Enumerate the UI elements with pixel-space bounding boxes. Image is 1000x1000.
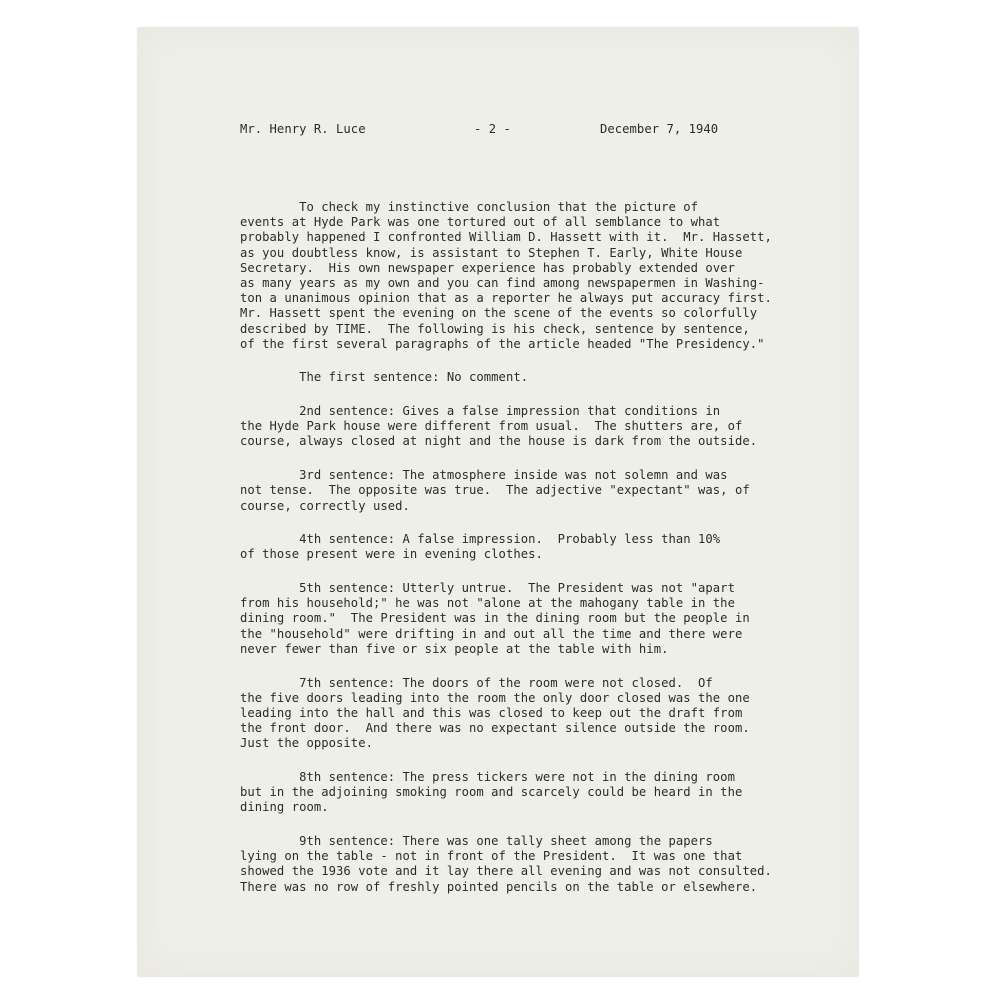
addressee: Mr. Henry R. Luce: [240, 122, 366, 136]
text-line: events at Hyde Park was one tortured out of all semblance to what: [240, 215, 721, 230]
text-line: course, correctly used.: [240, 498, 410, 513]
text-line: the five doors leading into the room the only door closed was the one: [240, 690, 750, 705]
text-line: probably happened I confronted William D. Hassett with it. Mr. Hassett,: [240, 230, 772, 245]
text-line: as you doubtless know, is assistant to Stephen T. Early, White House: [240, 245, 743, 260]
text-line: as many years as my own and you can find among newspapermen in Washing-: [240, 275, 765, 290]
text-line: described by TIME. The following is his check, sentence by sentence,: [240, 321, 750, 336]
text-line: To check my instinctive conclusion that the picture of: [240, 200, 699, 214]
text-line: Secretary. His own newspaper experience has probably extended over: [240, 260, 735, 275]
text-line: the Hyde Park house were different from usual. The shutters are, of: [240, 419, 743, 434]
text-line: Just the opposite.: [240, 736, 373, 751]
text-line: of the first several paragraphs of the article headed "The Presidency.": [240, 336, 765, 351]
text-line: never fewer than five or six people at the table with him.: [240, 641, 669, 656]
text-line: lying on the table - not in front of the President. It was one that: [240, 849, 743, 864]
text-line: 5th sentence: Utterly untrue. The President was not "apart: [240, 581, 735, 596]
text-line: the front door. And there was no expectant silence outside the room.: [240, 721, 750, 736]
text-line: Mr. Hassett spent the evening on the scene of the events so colorfully: [240, 306, 758, 321]
paragraph: [240, 676, 840, 752]
text-line: The first sentence: No comment.: [240, 370, 529, 385]
text-line: 3rd sentence: The atmosphere inside was not solemn and was: [240, 468, 728, 483]
paragraph: [240, 200, 840, 352]
letter-page: [138, 28, 858, 976]
text-line: 8th sentence: The press tickers were not in the dining room: [240, 769, 735, 784]
paragraph: [240, 770, 840, 816]
text-line: showed the 1936 vote and it lay there all evening and was not consulted.: [240, 864, 772, 879]
text-line: 7th sentence: The doors of the room were not closed. Of: [240, 675, 713, 690]
letter-date: December 7, 1940: [600, 122, 719, 136]
text-line: but in the adjoining smoking room and scarcely could be heard in the: [240, 785, 743, 800]
text-line: not tense. The opposite was true. The adjective "expectant" was, of: [240, 483, 750, 498]
text-line: 9th sentence: There was one tally sheet among the papers: [240, 834, 713, 848]
text-line: There was no row of freshly pointed pencils on the table or elsewhere.: [240, 879, 758, 894]
text-line: course, always closed at night and the house is dark from the outside.: [240, 434, 758, 449]
text-line: leading into the hall and this was closed to keep out the draft from: [240, 705, 743, 720]
paragraph: [240, 370, 840, 385]
text-line: ton a unanimous opinion that as a reporter he always put accuracy first.: [240, 291, 772, 306]
text-line: 2nd sentence: Gives a false impression that conditions in: [240, 404, 721, 419]
paragraph: [240, 532, 840, 562]
paragraph: [240, 404, 840, 450]
text-line: dining room." The President was in the dining room but the people in: [240, 611, 750, 626]
letter-body: [240, 200, 840, 913]
page-number: - 2 -: [474, 122, 511, 136]
text-line: 4th sentence: A false impression. Probably less than 10%: [240, 532, 721, 547]
paragraph: [240, 834, 840, 895]
paragraph: [240, 468, 840, 514]
letter-header: [240, 122, 720, 140]
text-line: from his household;" he was not "alone at the mahogany table in the: [240, 596, 735, 611]
text-line: of those present were in evening clothes.: [240, 547, 543, 562]
paragraph: [240, 581, 840, 657]
text-line: the "household" were drifting in and out all the time and there were: [240, 626, 743, 641]
text-line: dining room.: [240, 800, 329, 815]
